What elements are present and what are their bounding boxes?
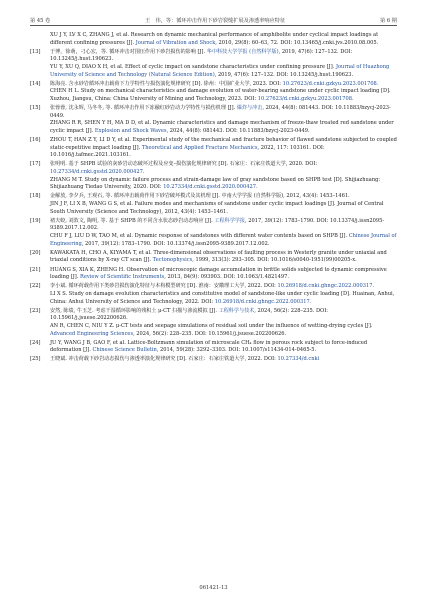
reference-body — [50, 218, 397, 248]
reference-text — [50, 291, 397, 306]
reference-link[interactable]: Chinese Science Bulletin — [92, 347, 157, 354]
reference-segment: ZHANG R R, SHEN Y H, MA D D, et al. Dynamic characteristics and damage mechanism of freeze-thaw treated red sandstone under cyclic impact [J]. — [50, 120, 394, 134]
reference-number: [15] — [30, 105, 41, 112]
volume-label: 第 45 卷 — [30, 18, 51, 24]
header-rule — [30, 25, 397, 26]
reference-segment: 王晓斌. 冲击荷载下砂岩动态损伤与渗透率演化规律研究 [D]. 石家庄：石家庄铁道大学, 2022. DOI: — [50, 356, 278, 363]
reference-segment: YU Y, XU Q, DIAO X H, et al. Effect of cyclic impact on sandstone characteristics under confining pressure [J]. — [50, 63, 336, 70]
reference-link[interactable]: 工程科学学报 — [214, 217, 245, 224]
reference-segment: , 2017, 39(12): 1783–1790. DOI: 10.13374/j.issn2095-9389.2017.12.002. — [81, 240, 270, 247]
reference-link[interactable]: 10.27623/d.cnki.gzkyu.2023.001708. — [282, 80, 379, 87]
reference-text — [50, 88, 397, 103]
reference-number: [25] — [30, 356, 41, 363]
reference-body — [50, 267, 397, 282]
reference-text — [50, 120, 397, 135]
reference-body — [50, 161, 397, 191]
reference-segment: , 2024, 44(8): 081443. DOI: 10.11883/bzycj-2023-0449. — [166, 127, 310, 134]
reference-segment: , 2019, 47(6): 127–132. DOI: 10.13245/j.hust.190623. — [50, 48, 353, 63]
reference-text — [50, 356, 397, 364]
reference-number: [17] — [30, 161, 41, 168]
reference-segment: , 2014, 59(28): 3292–3303. DOI: 10.1007/s11434-014-0465-5. — [156, 347, 317, 354]
reference-number: [21] — [30, 266, 41, 273]
reference-number: [14] — [30, 80, 41, 87]
reference-segment: , 2013, 84(9): 093903. DOI: 10.1063/1.4821497. — [164, 274, 289, 281]
reference-number: [24] — [30, 339, 41, 346]
reference-segment: 于博，徐萌，刁心宏，等. 循环冲击对围压作用下砂岩损伤的影响 [J]. — [50, 48, 207, 55]
reference-segment: XU J Y, LV X C, ZHANG J, et al. Research on dynamic mechanical performance of amphibolite under cyclical impact loadings at different confining pressures [J]. — [50, 32, 379, 46]
reference-segment: CHEN H L. Study on mechanical characteristics and damage evolution of water-bearing sandstone under cyclic impact loading [D]. Xuzhou, Jiangsu, China: China University of Mining and Technology, 2023. DOI: — [50, 88, 391, 102]
reference-body — [50, 193, 397, 216]
reference-text — [50, 283, 397, 291]
reference-entry — [30, 218, 397, 248]
reference-link[interactable]: Explosion and Shock Waves — [94, 127, 167, 134]
reference-entry — [30, 308, 397, 338]
reference-entry — [30, 105, 397, 135]
reference-segment: AN R, CHEN C, NIU Y Z. μ-CT tests and seepage simulations of residual soil under the influence of wetting-drying cycles [J]. — [50, 322, 373, 329]
reference-link[interactable]: 爆炸与冲击 — [236, 105, 263, 112]
reference-text — [50, 201, 397, 216]
reference-body — [50, 81, 397, 104]
reference-entry — [30, 267, 397, 282]
reference-number: [13] — [30, 48, 41, 55]
reference-number: [16] — [30, 137, 41, 144]
reference-link[interactable]: Tectonophysics — [152, 257, 193, 264]
reference-text — [50, 267, 397, 282]
reference-entry — [30, 49, 397, 79]
reference-link[interactable]: 10.26918/d.cnki.ghngc.2022.000317. — [214, 298, 312, 305]
reference-entry — [30, 193, 397, 216]
reference-link[interactable]: Review of Scientific Instruments — [80, 274, 165, 281]
reference-number: [20] — [30, 249, 41, 256]
reference-list — [30, 32, 397, 366]
reference-text — [50, 161, 397, 176]
reference-segment: KAWAKATA H, CHO A, KIYAMA T, et al. Three-dimensional observations of faulting process in Westerly granite under uniaxial and triaxial conditions by X-ray CT scan [J]. — [50, 249, 387, 264]
reference-segment: , 1999, 313(3): 293–305. DOI: 10.1016/s0040-1951(99)00205-x. — [192, 257, 357, 264]
reference-text — [50, 49, 397, 64]
reference-text — [50, 32, 397, 47]
reference-entry — [30, 161, 397, 191]
reference-text — [50, 137, 397, 160]
reference-link[interactable]: 10.27623/d.cnki.gzkyu.2023.001708. — [257, 95, 354, 102]
reference-entry — [30, 81, 397, 104]
reference-link[interactable]: Journal of Vibration and Shock — [135, 39, 216, 46]
reference-segment: HUANG S, XIA K, ZHENG H. Observation of microscopic damage accumulation in brittle solids subjected to dynamic compressive loading [J]. — [50, 266, 387, 281]
reference-text — [50, 64, 397, 79]
reference-number — [30, 32, 50, 47]
reference-segment: LI X S. Study on damage evolution characteristics and constitutive model of sandstone-like under cyclic loading [D]. Huainan, Anhui, China: Anhui University of Science and Technology, 2022. DOI: — [50, 290, 395, 305]
reference-text — [50, 233, 397, 248]
reference-entry — [30, 356, 397, 364]
reference-segment: , 2019, 47(6): 127–132. DOI: 10.13245/j.hust.190623. — [214, 71, 354, 78]
reference-text — [50, 218, 397, 233]
article-running-title: 王 伟，等：循环冲击作用下砂岩裂缝扩展及渗透率响应特征 — [145, 18, 286, 24]
reference-body — [50, 283, 397, 306]
reference-text — [50, 81, 397, 89]
reference-segment: 张明明. 基于 SHPB 试验的灰砂岩动态破坏过程及应变–损伤演化规律研究 [D]. 石家庄：石家庄铁道大学, 2020. DOI: — [50, 161, 318, 168]
running-header — [30, 12, 397, 24]
reference-segment: , 2024, 44(8): 081443. DOI: 10.11883/bzycj-2023-0449. — [50, 105, 391, 119]
reference-link[interactable]: 10.27334/d.cnki.gsstd.2020.000427. — [163, 184, 258, 191]
reference-number: [22] — [30, 283, 41, 290]
reference-link[interactable]: Chinese Journal of Engineering — [50, 233, 397, 247]
reference-segment: JU Y, WANG J B, GAO F, et al. Lattice-Boltzmann simulation of microscale CH₄ flow in porous rock subject to force-induced deformation [J]. — [50, 339, 368, 354]
reference-link[interactable]: 10.27334/d.cnki.gsstd.2020.000427. — [50, 169, 145, 176]
reference-segment: JIN J F, LI X B, WANG G S, et al. Failure modes and mechanisms of sandstone under cyclic impact loadings [J]. Journal of Central South University (Science and Technology), 2012, 43(4): 1453–1461. — [50, 201, 384, 215]
reference-text — [50, 105, 397, 120]
reference-segment: ZHOU T, HAN Z Y, LI D Y, et al. Experimental study of the mechanical and fracture behavior of flawed sandstone subjected to coupled static-repetitive impact loading [J]. — [50, 137, 397, 151]
reference-text — [50, 308, 397, 323]
reference-segment: 陈海亮. 含水砂岩循环冲击载荷下力学特性与损伤演化规律研究 [D]. 徐州：中国矿业大学, 2023. DOI: — [50, 80, 283, 87]
reference-body — [50, 308, 397, 338]
page-number: 061421-13 — [199, 585, 228, 591]
reference-segment: 金解放, 李夕兵, 王观石, 等. 循环冲击载荷作用下砂岩破坏模式及其机理 [J]. 中南大学学报 (自然科学版), 2012, 43(4): 1453–1461. — [50, 193, 350, 200]
reference-link[interactable]: 工程科学与技术 — [218, 307, 255, 314]
reference-entry — [30, 137, 397, 160]
issue-label: 第 6 期 — [380, 18, 397, 24]
reference-link[interactable]: Advanced Engineering Sciences — [50, 330, 134, 337]
reference-entry — [30, 32, 397, 47]
reference-number: [18] — [30, 193, 41, 200]
reference-text — [50, 340, 397, 355]
reference-number: [19] — [30, 217, 41, 224]
reference-link[interactable]: Journal of Huazhong University of Science and Technology (Natural Science Edition) — [50, 63, 390, 78]
reference-segment: , 2024, 56(2): 228–235. DOI: 10.15961/j.jsuese.202200626. — [133, 330, 287, 337]
reference-entry — [30, 283, 397, 306]
reference-segment: 李小斌. 循环荷载作用下类砂岩损伤演化特征与本构模型研究 [D]. 淮南：安徽理工大学, 2022. DOI: — [50, 283, 278, 290]
reference-body — [50, 250, 397, 265]
reference-segment: CHU F J, LIU D W, TAO M, et al. Dynamic response of sandstones with different water contents based on SHPB [J]. — [50, 233, 349, 239]
reference-link[interactable]: 10.26918/d.cnki.ghngc.2022.000317. — [277, 283, 375, 290]
reference-text — [50, 177, 397, 192]
reference-segment: 褚夫蛟, 刘敦文, 陶明, 等. 基于 SHPB 的不同含水状态砂岩动态响应 [J]. — [50, 217, 215, 224]
reference-text — [50, 323, 397, 338]
reference-segment: , 2022, 117: 103161. DOI: 10.1016/j.tafmec.2021.103161. — [50, 144, 325, 159]
reference-body — [50, 49, 397, 79]
reference-segment: 安然, 陈绩, 牛玉芝. 考虑干湿循环影响的残积土 μ-CT 扫描与渗流模拟 [J]. — [50, 307, 219, 314]
reference-segment: , 2017, 39(12): 1783–1790. DOI: 10.13374/j.issn2095-9389.2017.12.002. — [50, 217, 385, 232]
reference-body — [50, 340, 397, 355]
reference-body — [50, 137, 397, 160]
reference-link[interactable]: 华中科技大学学报 (自然科学版) — [206, 48, 279, 55]
reference-text — [50, 193, 397, 201]
reference-link[interactable]: 10.27334/d.cnki — [277, 356, 320, 363]
reference-body — [50, 356, 397, 364]
reference-segment: 张蓉蓉, 沈永辉, 马冬冬, 等. 循环冲击作用下冻融红砂岩动力学特性与损伤机理 [J]. — [50, 105, 237, 112]
reference-body — [50, 105, 397, 135]
reference-entry — [30, 340, 397, 355]
reference-text — [50, 250, 397, 265]
reference-number: [23] — [30, 307, 41, 314]
reference-segment: , 2024, 56(2): 228–235. DOI: 10.15961/j.jsuese.202200626. — [50, 307, 328, 322]
reference-segment: ZHANG M T. Study on dynamic failure process and strain-damage law of gray sandstone based on SHPB test [D]. Shijiazhuang: Shijiazhuang Tiedao University, 2020. DOI: — [50, 176, 381, 191]
reference-link[interactable]: Theoretical and Applied Fracture Mechanics — [141, 144, 258, 151]
reference-segment: , 2010, 29(8): 60–63, 72. DOI: 10.13465/j.cnki.jvs.2010.08.005. — [215, 39, 379, 46]
reference-entry — [30, 250, 397, 265]
reference-body — [50, 32, 397, 47]
